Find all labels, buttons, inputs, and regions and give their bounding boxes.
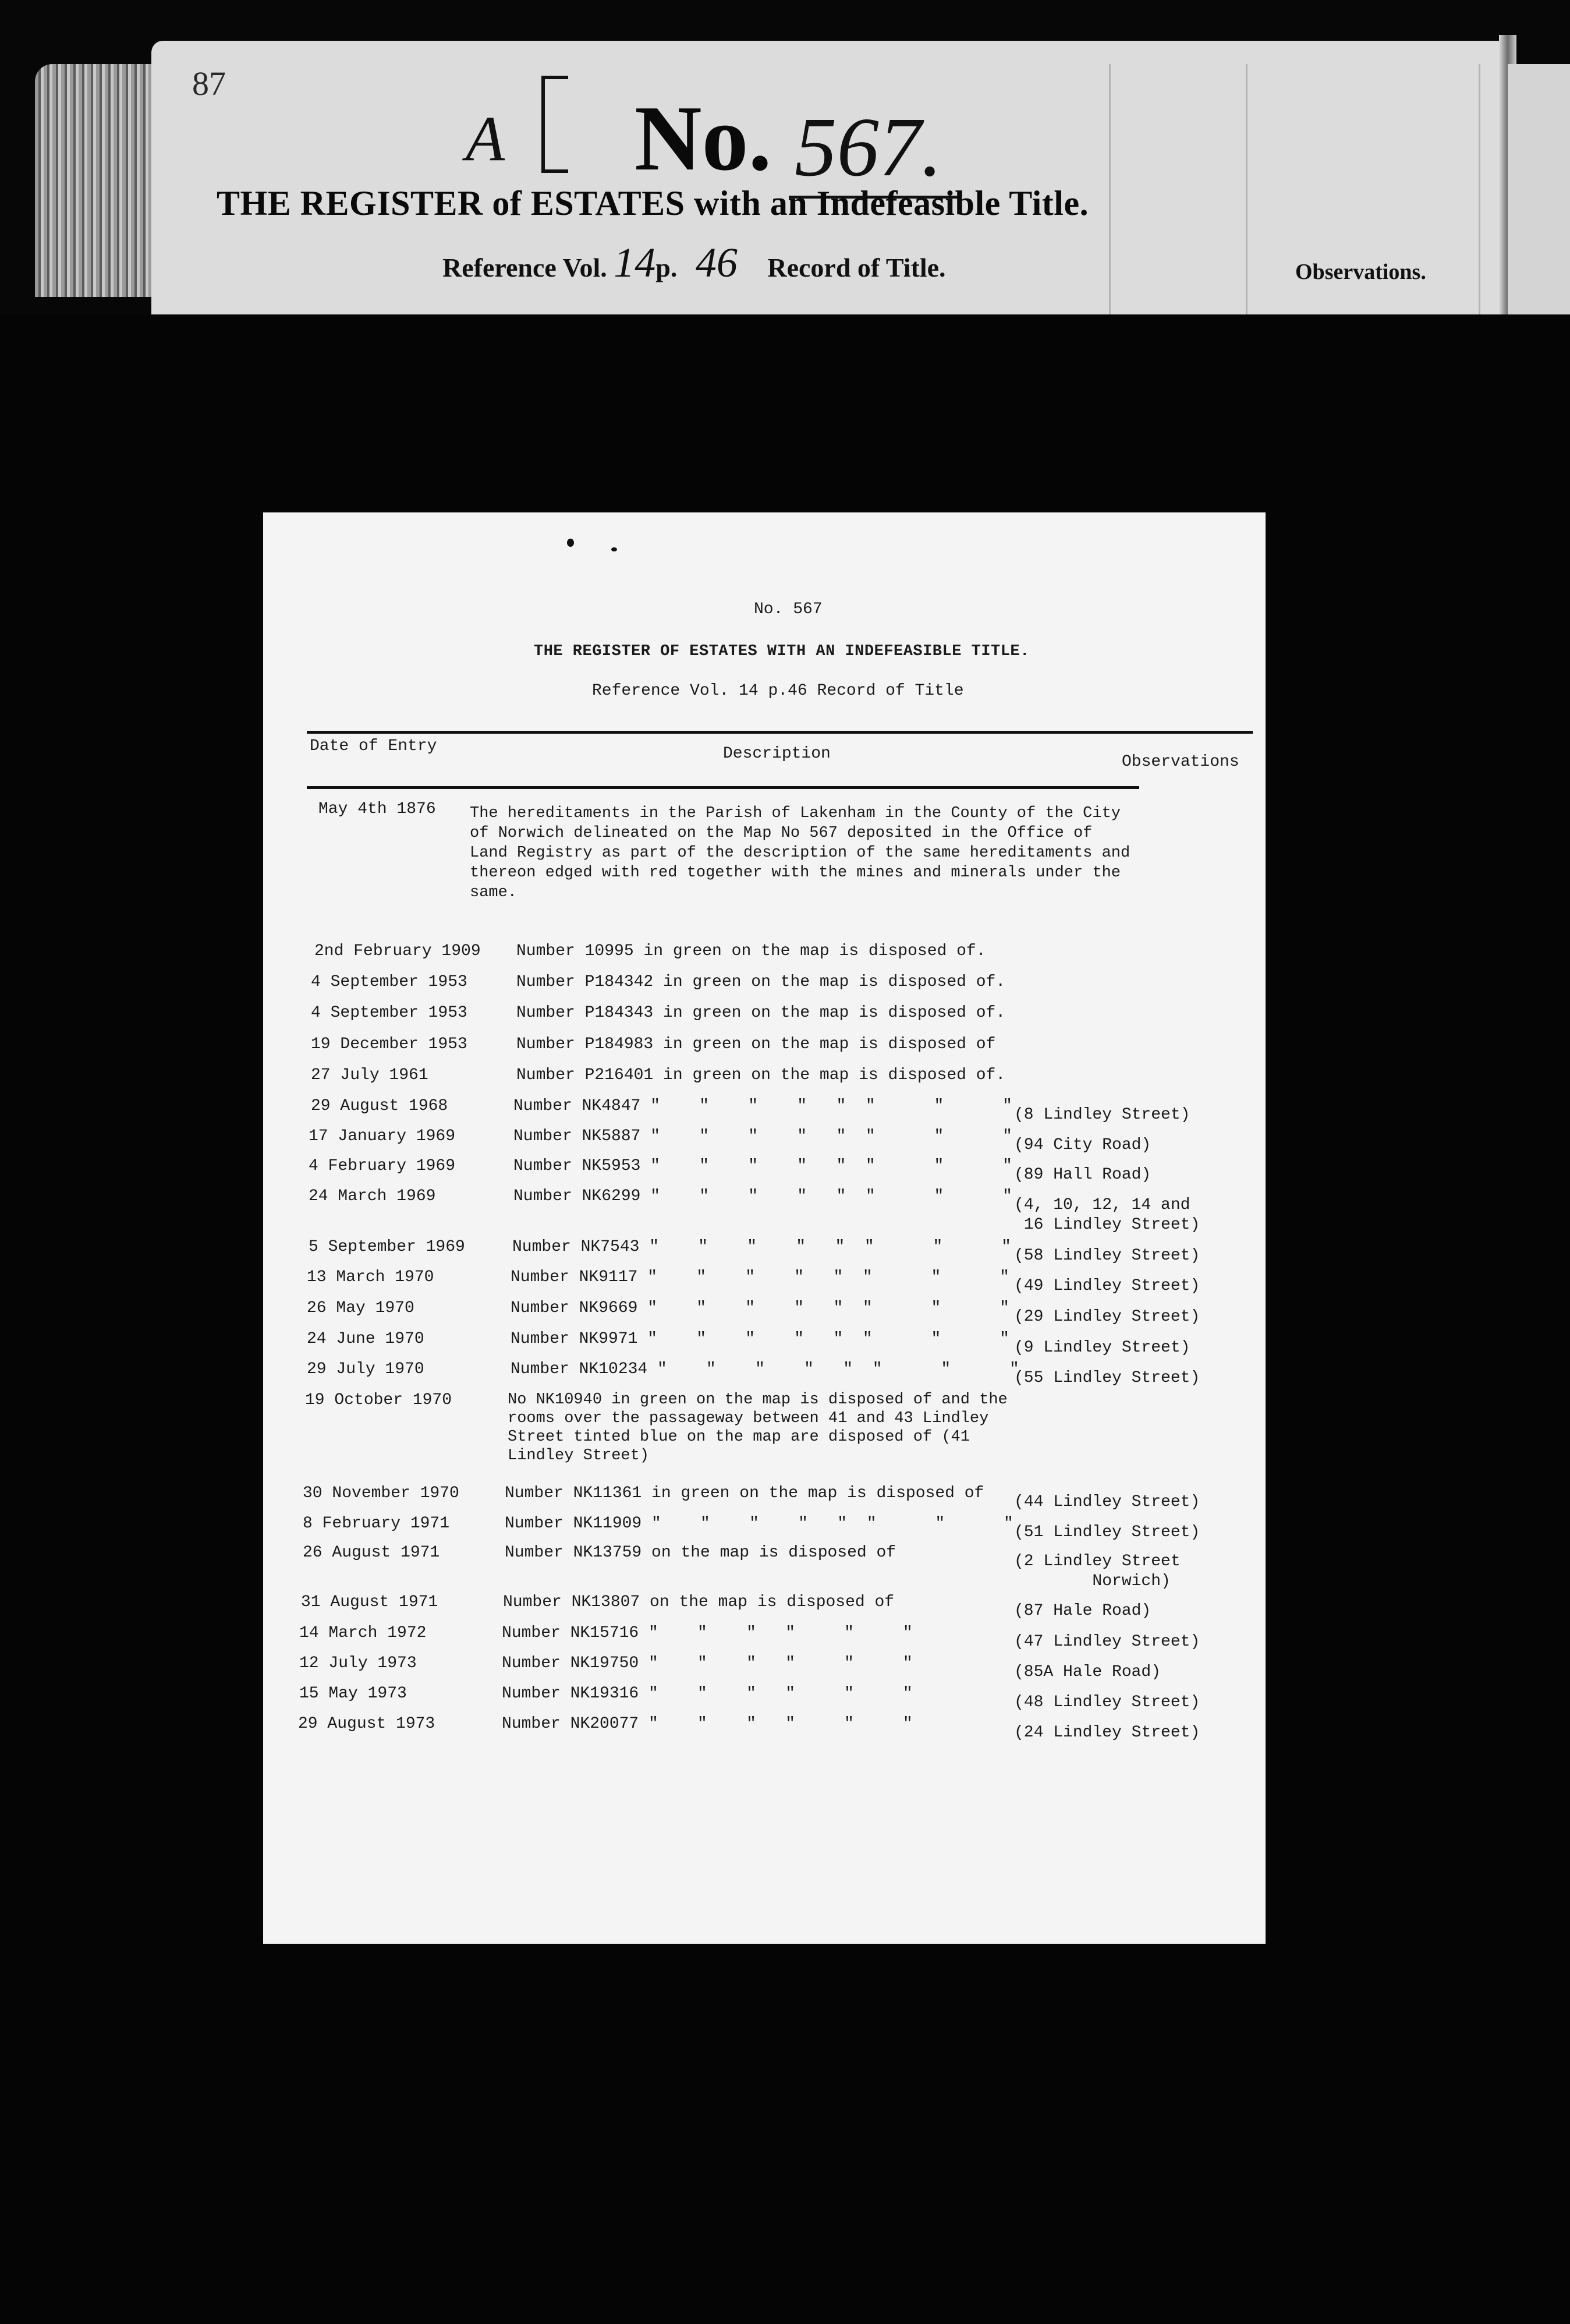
ledger-record-label: Record of Title.	[767, 253, 946, 282]
entry-observation: (29 Lindley Street)	[1014, 1308, 1200, 1326]
ledger-handwritten-letter: A	[466, 103, 505, 174]
ledger-reference-page: 46	[695, 239, 738, 286]
ledger-handwritten-bracket	[541, 76, 568, 173]
column-header-observations: Observations	[1122, 753, 1239, 771]
ledger-reference-vol: 14	[614, 239, 656, 286]
entry-description: No NK10940 in green on the map is disposed of and the rooms over the passageway between 41 and 43 Lindley Street tinted blue on the map are disposed of (41 Lindley Street)	[508, 1391, 1008, 1465]
column-header-date: Date of Entry	[310, 737, 437, 755]
entry-observation: (47 Lindley Street)	[1014, 1633, 1200, 1651]
entry-observation: (24 Lindley Street)	[1014, 1724, 1200, 1742]
first-entry-date: May 4th 1876	[318, 800, 436, 818]
first-entry-description: The hereditaments in the Parish of Lakenham in the County of the City of Norwich delineated on the Map No 567 deposited in the Office of Land Registry as part of the description of the same hereditaments and thereon edged with red together with the mines and minerals under the same.	[470, 805, 1130, 901]
entry-description: Number NK11361 in green on the map is disposed of	[505, 1484, 984, 1502]
ledger-page-edges	[35, 64, 157, 297]
typed-register-sheet	[263, 512, 1266, 1944]
entry-observation: (2 Lindley Street Norwich)	[1014, 1552, 1181, 1590]
entry-description: Number NK10234 " " " " " " " "	[511, 1360, 1019, 1378]
column-header-description: Description	[723, 745, 831, 763]
ledger-page-number: 87	[192, 65, 226, 102]
entry-description: Number P184343 in green on the map is disposed of.	[516, 1004, 1006, 1022]
entry-description: Number P184983 in green on the map is disposed of	[516, 1035, 996, 1053]
document-title: THE REGISTER OF ESTATES WITH AN INDEFEASIBLE TITLE.	[534, 643, 1030, 660]
entry-description: Number 10995 in green on the map is disposed of.	[516, 942, 986, 960]
entry-date: 12 July 1973	[299, 1654, 417, 1672]
entry-observation: (51 Lindley Street)	[1014, 1523, 1200, 1541]
entry-date: 24 March 1969	[309, 1187, 436, 1205]
entry-date: 19 December 1953	[311, 1035, 467, 1053]
entry-description: Number NK7543 " " " " " " " "	[512, 1238, 1011, 1256]
entry-observation: (44 Lindley Street)	[1014, 1493, 1200, 1511]
entry-description: Number NK19316 " " " " " "	[502, 1685, 913, 1703]
header-top-rule	[307, 731, 1253, 734]
entry-date: 27 July 1961	[311, 1066, 428, 1084]
entry-date: 29 July 1970	[307, 1360, 424, 1378]
ledger-column-rule	[1479, 64, 1480, 314]
ledger-column-rule	[1109, 64, 1111, 314]
ink-speck	[567, 539, 574, 547]
entry-date: 29 August 1968	[311, 1097, 448, 1115]
entry-date: 31 August 1971	[301, 1593, 438, 1611]
ledger-no-label: No.	[635, 86, 772, 190]
entry-observation: (85A Hale Road)	[1014, 1663, 1161, 1681]
entry-description: Number NK6299 " " " " " " " "	[513, 1187, 1012, 1205]
entry-description: Number NK9117 " " " " " " " "	[511, 1268, 1009, 1286]
entry-description: Number NK11909 " " " " " " " "	[505, 1515, 1013, 1533]
entry-observation: (94 City Road)	[1014, 1136, 1151, 1154]
entry-date: 2nd February 1909	[314, 942, 481, 960]
entry-description: Number NK9669 " " " " " " " "	[511, 1299, 1009, 1317]
document-number: No. 567	[754, 600, 823, 618]
ledger-page-label: p.	[655, 253, 678, 282]
entry-description: Number NK13759 on the map is disposed of	[505, 1544, 896, 1562]
entry-observation: (87 Hale Road)	[1014, 1602, 1151, 1620]
entry-date: 15 May 1973	[299, 1685, 407, 1703]
entry-observation: (49 Lindley Street)	[1014, 1277, 1200, 1295]
entry-description: Number NK19750 " " " " " "	[502, 1654, 913, 1672]
entry-date: 8 February 1971	[303, 1515, 450, 1533]
entry-observation: (89 Hall Road)	[1014, 1166, 1151, 1184]
entry-observation: (58 Lindley Street)	[1014, 1247, 1200, 1265]
ledger-reference-label: Reference Vol.	[442, 253, 607, 282]
ledger-observations-label: Observations.	[1295, 260, 1426, 284]
ink-speck	[611, 547, 617, 551]
ledger-book	[0, 0, 1570, 314]
entry-observation: (8 Lindley Street)	[1014, 1106, 1190, 1124]
ledger-column-rule	[1246, 64, 1248, 314]
entry-date: 29 August 1973	[298, 1715, 435, 1733]
entry-date: 30 November 1970	[303, 1484, 459, 1502]
entry-description: Number P216401 in green on the map is disposed of.	[516, 1066, 1006, 1084]
ledger-reference-line	[442, 239, 946, 287]
entry-description: Number NK20077 " " " " " "	[502, 1715, 913, 1733]
ledger-title: THE REGISTER of ESTATES with an Indefeasible Title.	[217, 184, 1089, 222]
entry-description: Number NK4847 " " " " " " " "	[513, 1097, 1012, 1115]
entry-date: 14 March 1972	[299, 1624, 427, 1642]
entry-date: 26 August 1971	[303, 1544, 440, 1562]
entry-description: Number NK13807 on the map is disposed of	[503, 1593, 895, 1611]
entry-description: Number NK5953 " " " " " " " "	[513, 1157, 1012, 1175]
entry-description: Number NK5887 " " " " " " " "	[513, 1127, 1012, 1145]
entry-observation: (4, 10, 12, 14 and 16 Lindley Street)	[1014, 1196, 1200, 1234]
entry-date: 17 January 1969	[309, 1127, 456, 1145]
document-reference: Reference Vol. 14 p.46 Record of Title	[592, 682, 964, 700]
entry-date: 5 September 1969	[309, 1238, 465, 1256]
entry-date: 24 June 1970	[307, 1330, 424, 1348]
entry-description: Number P184342 in green on the map is disposed of.	[516, 973, 1006, 991]
entry-date: 19 October 1970	[305, 1391, 452, 1409]
entry-date: 4 February 1969	[309, 1157, 456, 1175]
entry-date: 26 May 1970	[307, 1299, 414, 1317]
ledger-no-value: 567.	[789, 99, 960, 199]
entry-date: 4 September 1953	[311, 1004, 467, 1022]
entry-observation: (48 Lindley Street)	[1014, 1693, 1200, 1711]
ledger-right-page	[1508, 64, 1570, 314]
entry-observation: (9 Lindley Street)	[1014, 1339, 1190, 1357]
entry-date: 13 March 1970	[307, 1268, 434, 1286]
entry-description: Number NK15716 " " " " " "	[502, 1624, 913, 1642]
entry-observation: (55 Lindley Street)	[1014, 1369, 1200, 1387]
entry-description: Number NK9971 " " " " " " " "	[511, 1330, 1009, 1348]
entry-date: 4 September 1953	[311, 973, 467, 991]
header-bottom-rule	[307, 786, 1139, 789]
